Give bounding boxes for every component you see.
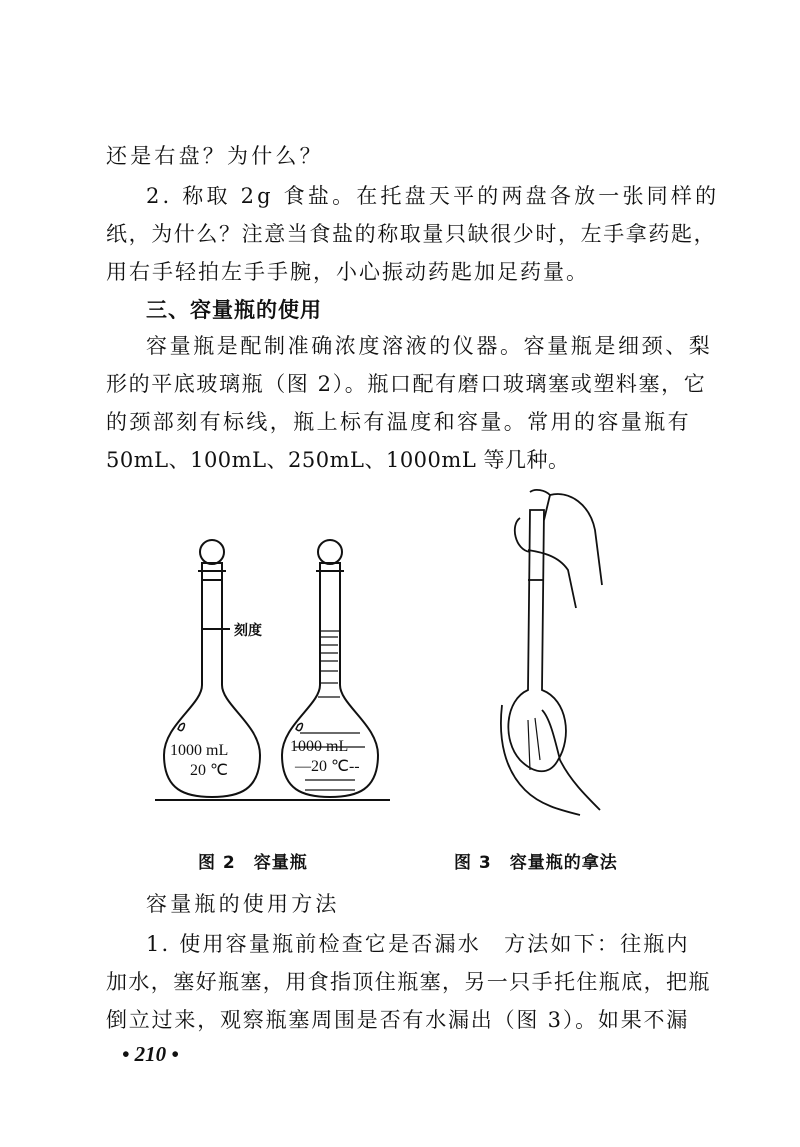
flask2-temp: —20 ℃--	[295, 758, 360, 775]
flask2-volume: 1000 mL	[290, 738, 349, 755]
text-line: 50mL、100mL、250mL、1000mL 等几种。	[106, 448, 570, 472]
text-line: 的颈部刻有标线，瓶上标有温度和容量。常用的容量瓶有	[106, 410, 691, 434]
figure-2-caption: 图 2 容量瓶	[198, 853, 308, 873]
mark-label: 刻度	[234, 623, 262, 639]
text-line: 容量瓶是配制准确浓度溶液的仪器。容量瓶是细颈、梨	[146, 334, 713, 358]
text-line: 还是右盘？为什么？	[106, 144, 324, 168]
text-line: 1. 使用容量瓶前检查它是否漏水 方法如下：往瓶内	[146, 932, 690, 956]
flask1-volume: 1000 mL	[170, 742, 229, 759]
page-number: • 210 •	[122, 1042, 179, 1066]
figure-3-holding-flask	[480, 480, 630, 820]
text-line: 2. 称取 2g 食盐。在托盘天平的两盘各放一张同样的	[146, 184, 720, 208]
text-line: 倒立过来，观察瓶塞周围是否有水漏出（图 3）。如果不漏	[106, 1008, 690, 1032]
subheading: 容量瓶的使用方法	[146, 892, 340, 916]
figure-2-volumetric-flasks	[150, 525, 400, 810]
figure-3-caption: 图 3 容量瓶的拿法	[454, 853, 618, 873]
text-line: 纸，为什么？注意当食盐的称取量只缺很少时，左手拿药匙，	[106, 222, 717, 246]
text-line: 加水，塞好瓶塞，用食指顶住瓶塞，另一只手托住瓶底，把瓶	[106, 970, 711, 994]
text-line: 用右手轻拍左手手腕，小心振动药匙加足药量。	[106, 260, 589, 284]
text-line: 形的平底玻璃瓶（图 2）。瓶口配有磨口玻璃塞或塑料塞，它	[106, 372, 707, 396]
section-heading: 三、容量瓶的使用	[146, 298, 322, 322]
flask1-temp: 20 ℃	[190, 762, 228, 779]
